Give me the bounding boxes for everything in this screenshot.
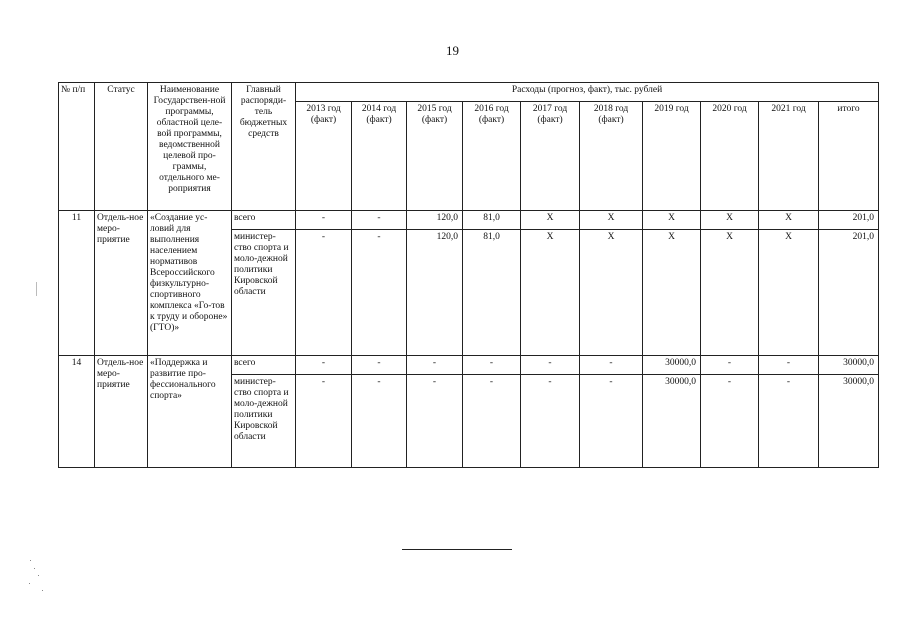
value-cell: 201,0 xyxy=(819,211,879,230)
table-row xyxy=(59,356,879,375)
value-cell: - xyxy=(296,356,352,375)
row-num: 11 xyxy=(59,211,95,356)
row-admin: всего xyxy=(232,211,296,230)
header-status: Статус xyxy=(95,83,148,211)
value-cell: X xyxy=(580,211,643,230)
scan-artifact xyxy=(34,568,35,569)
value-cell: - xyxy=(296,211,352,230)
value-cell: - xyxy=(521,356,580,375)
value-cell: - xyxy=(352,375,407,468)
header-num: № п/п xyxy=(59,83,95,211)
value-cell: 201,0 xyxy=(819,230,879,356)
table-row xyxy=(59,211,879,230)
header-year: 2020 год xyxy=(701,102,759,211)
header-expenses: Расходы (прогноз, факт), тыс. рублей xyxy=(296,83,879,102)
value-cell: - xyxy=(296,230,352,356)
value-cell: - xyxy=(463,375,521,468)
value-cell: - xyxy=(580,375,643,468)
value-cell: 120,0 xyxy=(407,230,463,356)
row-admin: министер-ство спорта и моло-дежной политики Кировской области xyxy=(232,375,296,468)
header-year: 2018 год (факт) xyxy=(580,102,643,211)
header-name: Наименование Государствен-ной программы, областной целе-вой программы, ведомственной целевой про-граммы, отдельного ме-роприятия xyxy=(148,83,232,211)
header-year: 2016 год (факт) xyxy=(463,102,521,211)
scan-artifact xyxy=(30,560,31,561)
value-cell: - xyxy=(759,356,819,375)
expenses-table xyxy=(58,82,879,468)
value-cell: - xyxy=(407,356,463,375)
value-cell: - xyxy=(701,356,759,375)
scan-artifact xyxy=(38,575,39,576)
row-num: 14 xyxy=(59,356,95,468)
value-cell: X xyxy=(701,230,759,356)
value-cell: X xyxy=(759,230,819,356)
value-cell: - xyxy=(407,375,463,468)
value-cell: 120,0 xyxy=(407,211,463,230)
header-row-1 xyxy=(59,83,879,102)
header-year: 2013 год (факт) xyxy=(296,102,352,211)
value-cell: - xyxy=(352,211,407,230)
page-number: 19 xyxy=(446,43,459,58)
header-admin: Главный распоряди-тель бюджетных средств xyxy=(232,83,296,211)
value-cell: - xyxy=(759,375,819,468)
value-cell: - xyxy=(463,356,521,375)
footer-divider xyxy=(402,549,512,550)
value-cell: X xyxy=(643,211,701,230)
value-cell: X xyxy=(521,211,580,230)
value-cell: 30000,0 xyxy=(819,375,879,468)
value-cell: X xyxy=(759,211,819,230)
header-total: итого xyxy=(819,102,879,211)
value-cell: 30000,0 xyxy=(819,356,879,375)
value-cell: X xyxy=(521,230,580,356)
row-status: Отдель-ное меро-приятие xyxy=(95,211,148,356)
row-admin: всего xyxy=(232,356,296,375)
value-cell: - xyxy=(352,230,407,356)
scan-artifact xyxy=(36,282,37,296)
value-cell: - xyxy=(352,356,407,375)
header-year: 2015 год (факт) xyxy=(407,102,463,211)
value-cell: 30000,0 xyxy=(643,375,701,468)
value-cell: 30000,0 xyxy=(643,356,701,375)
header-year: 2014 год (факт) xyxy=(352,102,407,211)
header-year: 2017 год (факт) xyxy=(521,102,580,211)
scan-artifact xyxy=(42,590,43,591)
value-cell: X xyxy=(701,211,759,230)
row-name: «Создание ус-ловий для выполнения населением нормативов Всероссийского физкультурно-спортивного комплекса «Го-тов к труду и обороне» (ГТО)» xyxy=(148,211,232,356)
row-admin: министер-ство спорта и моло-дежной политики Кировской области xyxy=(232,230,296,356)
value-cell: 81,0 xyxy=(463,230,521,356)
value-cell: - xyxy=(296,375,352,468)
value-cell: - xyxy=(521,375,580,468)
value-cell: - xyxy=(701,375,759,468)
row-name: «Поддержка и развитие про-фессионального спорта» xyxy=(148,356,232,468)
value-cell: X xyxy=(580,230,643,356)
scan-artifact xyxy=(29,583,30,584)
row-status: Отдель-ное меро-приятие xyxy=(95,356,148,468)
value-cell: - xyxy=(580,356,643,375)
value-cell: 81,0 xyxy=(463,211,521,230)
header-year: 2019 год xyxy=(643,102,701,211)
value-cell: X xyxy=(643,230,701,356)
header-year: 2021 год xyxy=(759,102,819,211)
